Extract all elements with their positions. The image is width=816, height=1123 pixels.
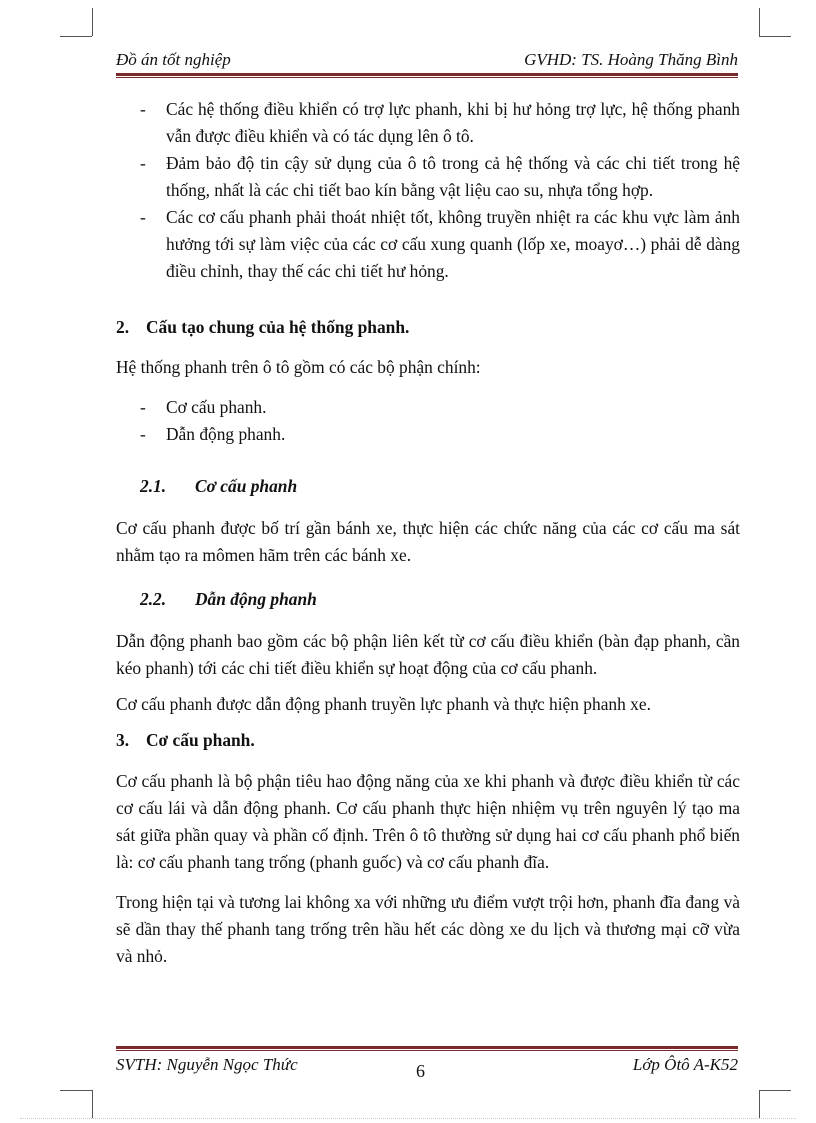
crop-mark (60, 36, 92, 37)
crop-mark (60, 1090, 92, 1091)
section-2-intro: Hệ thống phanh trên ô tô gồm có các bộ phận chính: (116, 357, 481, 377)
page-number: 6 (416, 1061, 425, 1081)
section-2-1-heading: 2.1. Cơ cấu phanh (140, 476, 298, 496)
section-3-text: Cơ cấu phanh là bộ phận tiêu hao động năng của xe khi phanh và được điều khiển từ các cơ cấu lái và dẫn động phanh. Cơ cấu phanh thực hiện nhiệm vụ trên nguyên lý tạo ma sát giữa phần quay và phần cố định. Trên ô tô thường sử dụng hai cơ cấu phanh phổ biến là: cơ cấu phanh tang trống (phanh guốc) và cơ cấu phanh đĩa. (116, 771, 740, 872)
list-item: - Đảm bảo độ tin cậy sử dụng của ô tô trong cả hệ thống và các chi tiết trong hệ thống, nhất là các chi tiết bao kín bằng vật liệu cao su, nhựa tổng hợp. (140, 153, 740, 200)
footer-left: SVTH: Nguyễn Ngọc Thức (116, 1055, 298, 1074)
components-list (116, 394, 740, 448)
crop-mark (759, 1090, 760, 1118)
crop-mark (759, 36, 791, 37)
section-2-2-text: Cơ cấu phanh được dẫn động phanh truyền lực phanh và thực hiện phanh xe. (116, 694, 651, 714)
bottom-dotted-line (20, 1118, 796, 1119)
crop-mark (759, 8, 760, 36)
list-item: - Các cơ cấu phanh phải thoát nhiệt tốt, không truyền nhiệt ra các khu vực làm ảnh hưởng tới sự làm việc của các cơ cấu xung quanh (lốp xe, moayơ…) phải dễ dàng điều chỉnh, thay thế các chi tiết hư hỏng. (140, 207, 740, 281)
page-content (116, 96, 740, 970)
crop-mark (92, 1090, 93, 1118)
list-item: - Dẫn động phanh. (140, 424, 286, 444)
crop-mark (759, 1090, 791, 1091)
list-item: - Các hệ thống điều khiển có trợ lực phanh, khi bị hư hỏng trợ lực, hệ thống phanh vẫn được điều khiển và có tác dụng lên ô tô. (140, 99, 740, 146)
footer-right: Lớp Ôtô A-K52 (632, 1055, 738, 1074)
section-3-heading: 3. Cơ cấu phanh. (116, 730, 255, 750)
header-right: GVHD: TS. Hoàng Thăng Bình (524, 50, 738, 69)
header-rule (116, 73, 738, 78)
requirements-list (116, 96, 740, 285)
section-2-2-text: Dẫn động phanh bao gồm các bộ phận liên kết từ cơ cấu điều khiển (bàn đạp phanh, cần kéo phanh) tới các chi tiết điều khiển sự hoạt động của cơ cấu phanh. (116, 631, 740, 678)
section-3-text: Trong hiện tại và tương lai không xa với những ưu điểm vượt trội hơn, phanh đĩa đang và sẽ dần thay thế phanh tang trống trên hầu hết các dòng xe du lịch và thương mại cỡ vừa và nhỏ. (116, 892, 740, 966)
page-header (116, 49, 738, 71)
list-item: - Cơ cấu phanh. (140, 397, 267, 417)
footer-rule (116, 1046, 738, 1051)
section-2-heading: 2. Cấu tạo chung của hệ thống phanh. (116, 317, 410, 337)
section-2-1-text: Cơ cấu phanh được bố trí gần bánh xe, thực hiện các chức năng của các cơ cấu ma sát nhằm tạo ra mômen hãm trên các bánh xe. (116, 518, 740, 565)
section-2-2-heading: 2.2. Dẫn động phanh (140, 589, 317, 609)
crop-mark (92, 8, 93, 36)
header-left: Đồ án tốt nghiệp (116, 50, 231, 69)
